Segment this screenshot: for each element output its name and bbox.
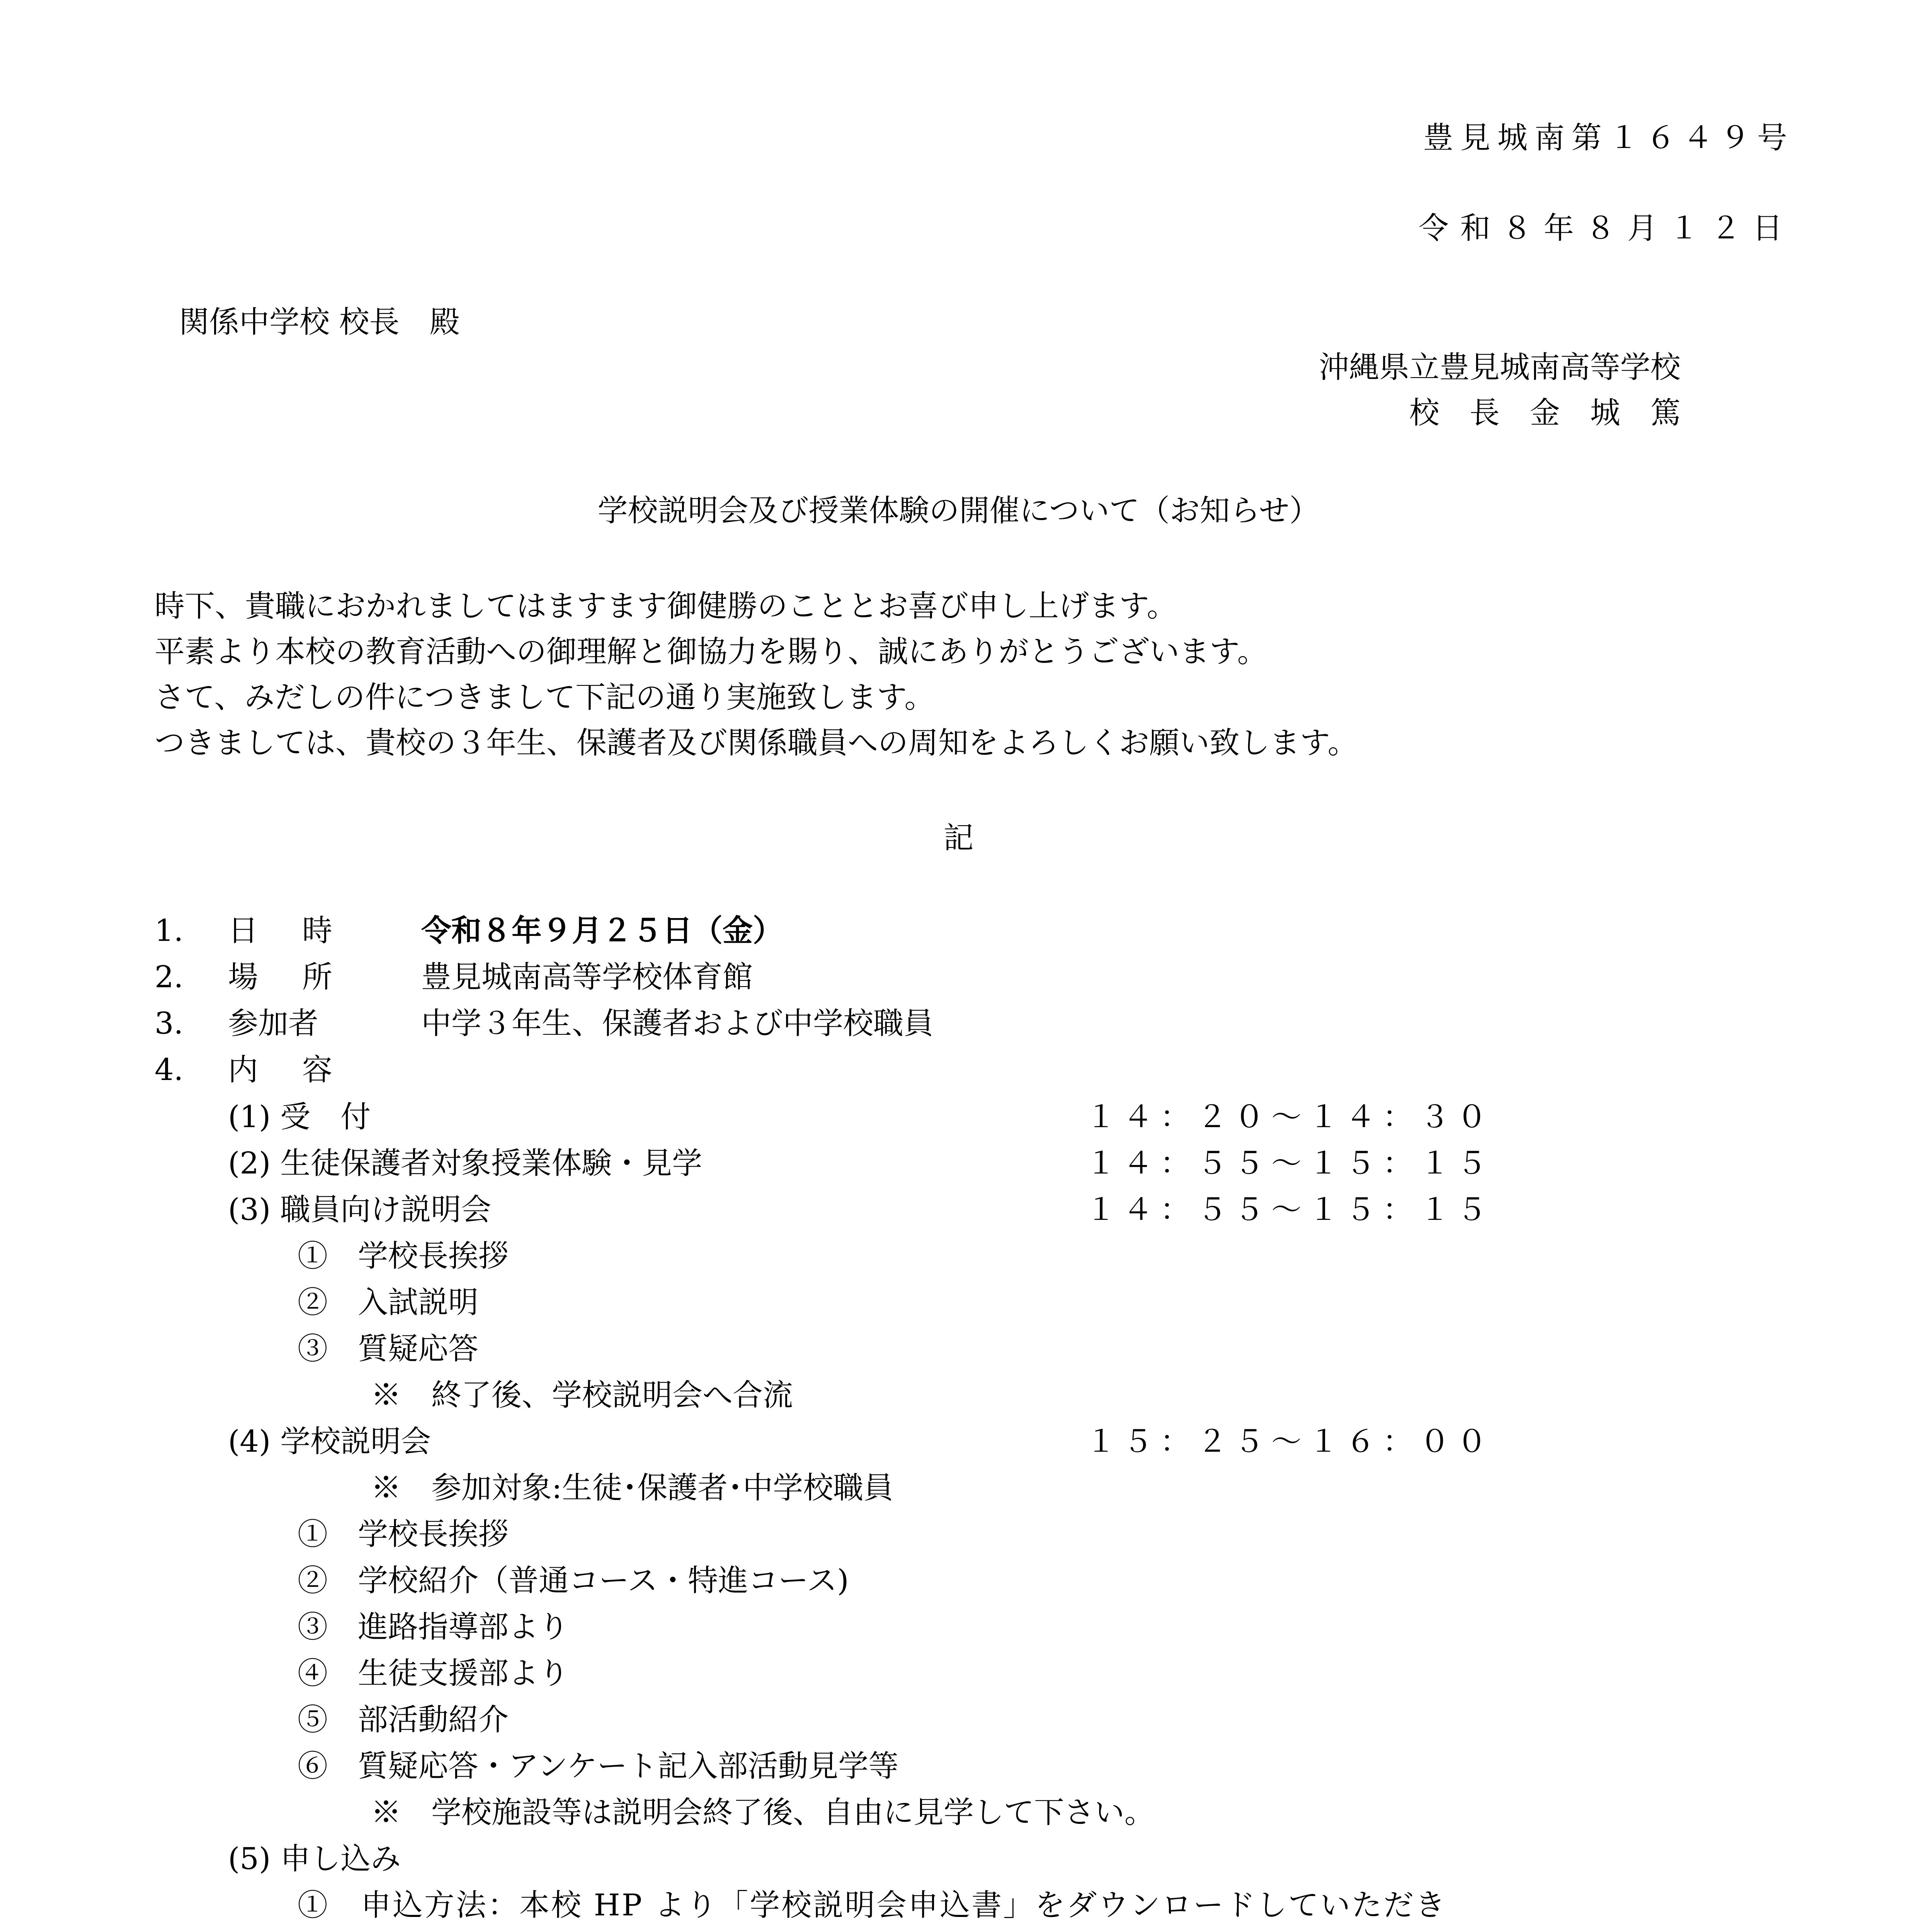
- item-content-label: 内 容: [228, 1053, 340, 1087]
- program-3-note: ※ 終了後、学校説明会へ合流: [371, 1378, 793, 1413]
- program-1-time: １４：２０～１４：３０: [1086, 1100, 1494, 1134]
- program-5-label: (5) 申し込み: [228, 1842, 401, 1876]
- sender-school: 沖縄県立豊見城南高等学校: [1318, 350, 1681, 385]
- body-line-2: 平素より本校の教育活動への御理解と御協力を賜り、誠にありがとうございます。: [155, 634, 1267, 669]
- ki-marker: 記: [943, 821, 974, 855]
- program-2-time: １４：５５～１５：１５: [1086, 1146, 1494, 1181]
- item-participants-label: 参加者: [228, 1006, 319, 1041]
- body-line-1: 時下、貴職におかれましてはますます御健勝のこととお喜び申し上げます。: [155, 589, 1177, 624]
- program-4-sub-6: ⑥ 質疑応答・アンケート記入部活動見学等: [298, 1749, 899, 1784]
- document-title: 学校説明会及び授業体験の開催について（お知らせ）: [597, 493, 1320, 528]
- program-3-sub-2: ② 入試説明: [298, 1285, 479, 1320]
- program-3-sub-3: ③ 質疑応答: [298, 1332, 479, 1366]
- item-content-number: 4.: [155, 1053, 184, 1087]
- item-participants-number: 3.: [155, 1006, 184, 1041]
- document-number: 豊見城南第１６４９号: [1423, 121, 1794, 155]
- program-4-sub-2: ② 学校紹介（普通コース・特進コース): [298, 1563, 849, 1598]
- program-4-sub-5: ⑤ 部活動紹介: [298, 1702, 509, 1737]
- item-place-label: 場 所: [228, 960, 340, 995]
- item-place-value: 豊見城南高等学校体育館: [421, 960, 753, 995]
- program-4-sub-4: ④ 生徒支援部より: [298, 1656, 569, 1691]
- item-participants-value: 中学３年生、保護者および中学校職員: [421, 1006, 934, 1041]
- program-4-label: (4) 学校説明会: [228, 1424, 431, 1459]
- program-3-label: (3) 職員向け説明会: [228, 1192, 492, 1227]
- program-3-time: １４：５５～１５：１５: [1086, 1192, 1494, 1227]
- program-4-note: ※ 参加対象:生徒･保護者･中学校職員: [371, 1471, 894, 1505]
- program-4-time: １５：２５～１６：００: [1086, 1424, 1494, 1459]
- program-4-note-2: ※ 学校施設等は説明会終了後、自由に見学して下さい。: [371, 1795, 1155, 1830]
- body-line-3: さて、みだしの件につきまして下記の通り実施致します。: [155, 680, 935, 715]
- program-3-sub-1: ① 学校長挨拶: [298, 1239, 509, 1274]
- program-4-sub-3: ③ 進路指導部より: [298, 1610, 569, 1645]
- item-place-number: 2.: [155, 960, 184, 995]
- item-date-number: 1.: [155, 913, 184, 948]
- program-4-sub-1: ① 学校長挨拶: [298, 1517, 509, 1552]
- program-2-label: (2) 生徒保護者対象授業体験・見学: [228, 1146, 703, 1181]
- issue-date: 令和８年８月１２日: [1418, 211, 1794, 246]
- sender-principal: 校 長 金 城 篤: [1409, 396, 1681, 430]
- body-line-4: つきましては、貴校の３年生、保護者及び関係職員への周知をよろしくお願い致します。: [155, 726, 1358, 760]
- program-5-method-line-1: ① 申込方法：本校 HP より「学校説明会申込書」をダウンロードしていただき: [298, 1888, 1447, 1923]
- recipient: 関係中学校 校長 殿: [179, 305, 460, 340]
- item-date-value: 令和８年９月２５日（金）: [421, 913, 783, 948]
- program-1-label: (1) 受 付: [228, 1100, 371, 1134]
- item-date-label: 日 時: [228, 913, 340, 948]
